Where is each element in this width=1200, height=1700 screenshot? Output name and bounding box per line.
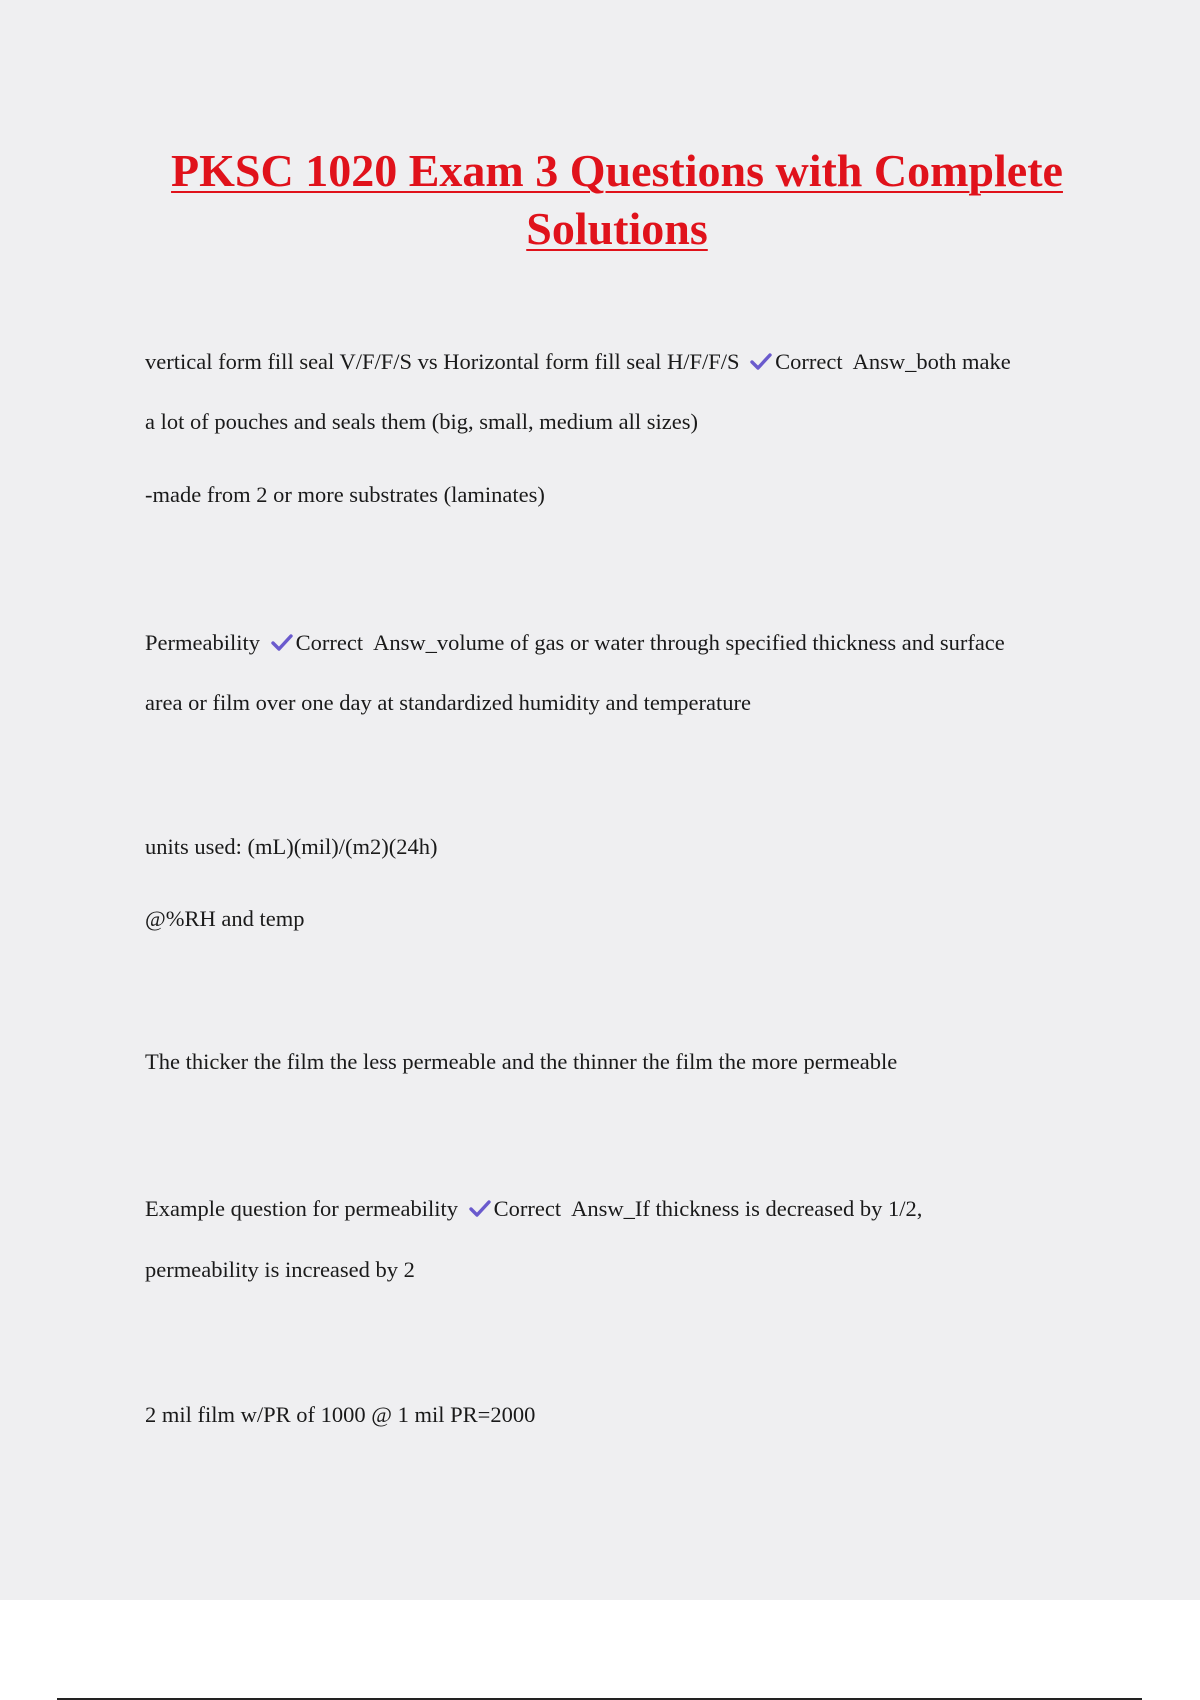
- q1-line-1: [145, 332, 1085, 392]
- q2-answer-line-2: area or film over one day at standardized humidity and temperature: [145, 690, 752, 715]
- q2-rule: The thicker the film the less permeable and the thinner the film the more permeable: [145, 1049, 898, 1074]
- q1-prompt: vertical form fill seal V/F/F/S vs Horizontal form fill seal H/F/F/S: [145, 349, 740, 374]
- document-title: PKSC 1020 Exam 3 Questions with Complete Solutions: [171, 145, 1063, 254]
- q3-answer-line-1: If thickness is decreased by 1/2,: [634, 1196, 923, 1221]
- q3-line-1: [145, 1179, 1085, 1239]
- q2-units: units used: (mL)(mil)/(m2)(24h): [145, 834, 438, 859]
- q1-extra: -made from 2 or more substrates (laminates): [145, 482, 545, 507]
- q2-answer-line-1: volume of gas or water through specified thickness and surface: [436, 630, 1005, 655]
- q3-example: 2 mil film w/PR of 1000 @ 1 mil PR=2000: [145, 1402, 536, 1427]
- q2-prompt: Permeability: [145, 630, 260, 655]
- check-icon: [468, 1199, 492, 1219]
- q2-conditions: @%RH and temp: [145, 906, 305, 931]
- q2-line-1: [145, 613, 1085, 673]
- check-icon: [270, 633, 294, 653]
- check-icon: [749, 352, 773, 372]
- q3-prompt: Example question for permeability: [145, 1196, 459, 1221]
- q3-answer-line-2: permeability is increased by 2: [145, 1257, 415, 1282]
- q3-answer-label: Correct Answ_: [493, 1196, 635, 1221]
- q1-answer-line-1: both make: [916, 349, 1011, 374]
- q1-answer-line-2: a lot of pouches and seals them (big, small, medium all sizes): [145, 409, 698, 434]
- q2-answer-label: Correct Answ_: [295, 630, 437, 655]
- q1-answer-label: Correct Answ_: [775, 349, 917, 374]
